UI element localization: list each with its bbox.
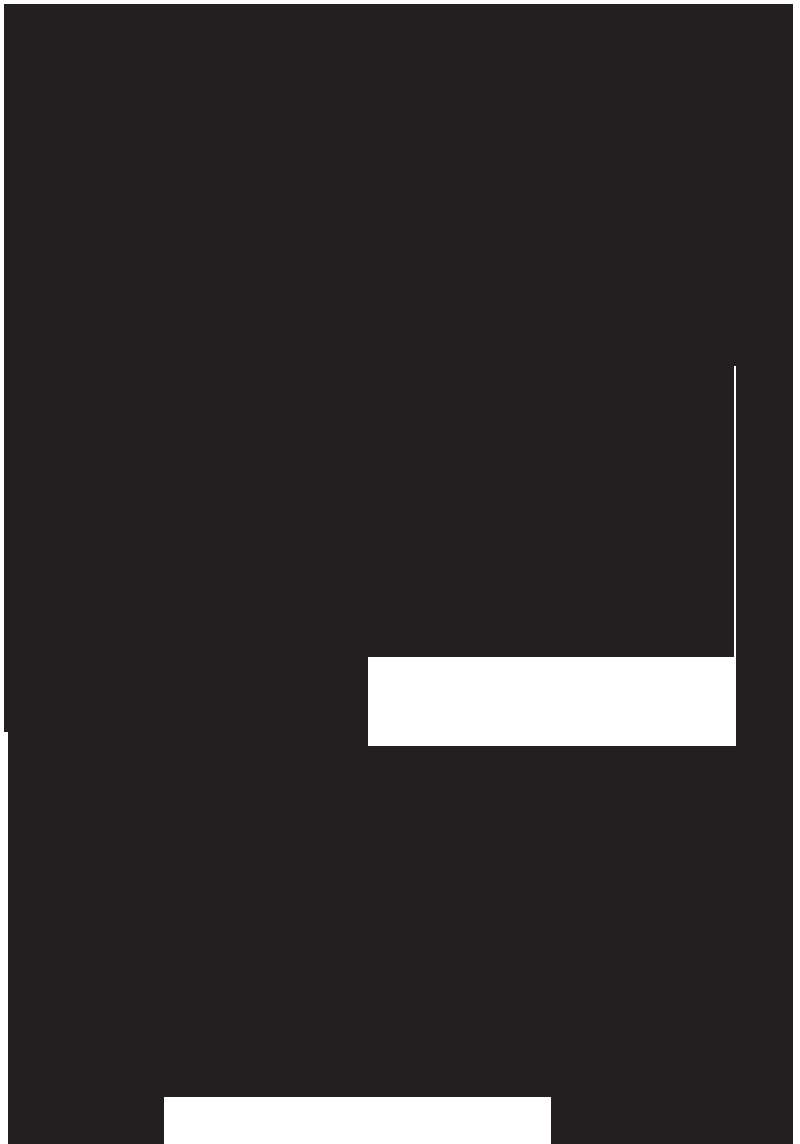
upper-block <box>4 4 793 732</box>
white-slit <box>734 366 736 657</box>
lower-block <box>8 732 793 1097</box>
white-notch <box>368 657 736 746</box>
right-leg <box>551 1097 793 1144</box>
left-leg <box>8 1097 164 1144</box>
